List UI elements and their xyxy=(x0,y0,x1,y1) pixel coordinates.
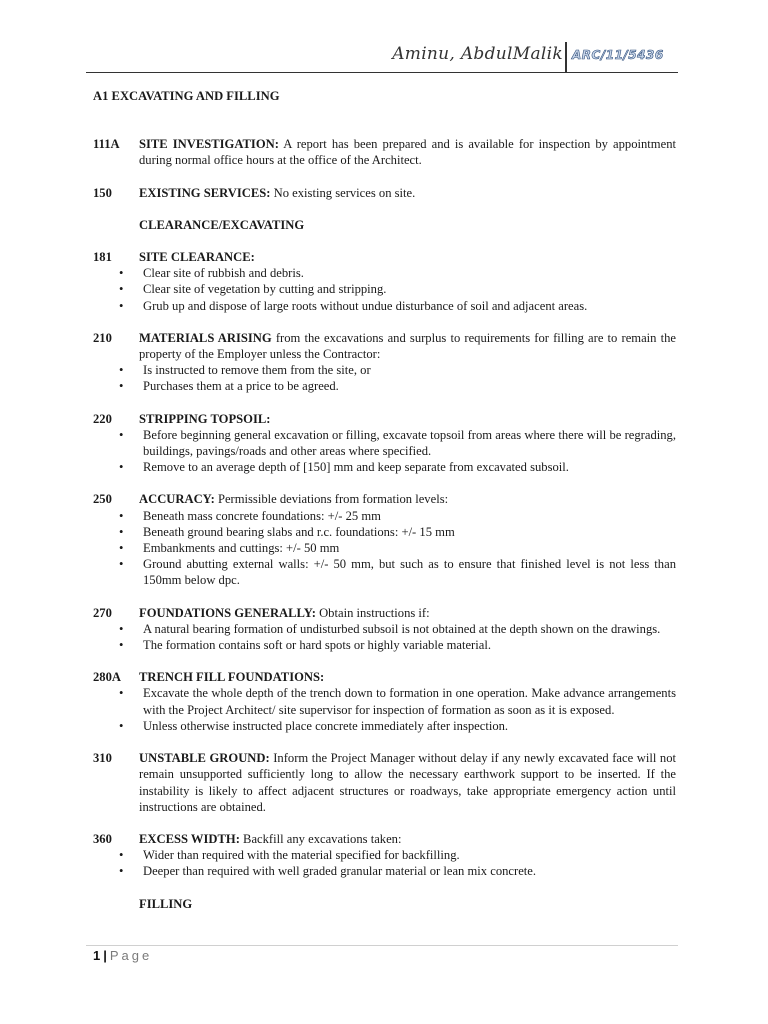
bullet-list xyxy=(93,621,676,653)
bullet-icon: • xyxy=(119,282,124,297)
clause-210 xyxy=(93,330,676,395)
clause-text xyxy=(139,136,676,168)
clause-heading: FOUNDATIONS GENERALLY: xyxy=(139,605,316,620)
clause-number: 210 xyxy=(93,330,112,345)
clause-text xyxy=(139,831,676,847)
list-item: • A natural bearing formation of undisturbed subsoil is not obtained at the depth shown on the drawings. xyxy=(119,621,661,636)
clause-number: 111A xyxy=(93,137,120,152)
clause-body: No existing services on site. xyxy=(270,185,416,200)
clause-text xyxy=(139,185,676,201)
clause-360 xyxy=(93,831,676,880)
clause-body: from the excavations and surplus to requirements for filling are to remain the property of the Employer unless the Contractor: xyxy=(139,330,676,362)
header-divider xyxy=(565,42,567,72)
list-item: • Wider than required with the material specified for backfilling. xyxy=(119,848,460,863)
clause-heading: ACCURACY: xyxy=(139,492,215,507)
clause-number: 150 xyxy=(93,185,112,200)
footer-rule xyxy=(86,945,678,946)
clause-text xyxy=(139,750,676,815)
clause-text xyxy=(139,605,676,621)
page-header xyxy=(0,0,768,74)
list-item: • Embankments and cuttings: +/- 50 mm xyxy=(119,541,340,556)
clause-heading: SITE CLEARANCE: xyxy=(139,250,255,265)
bullet-list xyxy=(93,685,676,734)
list-item: • Is instructed to remove them from the site, or xyxy=(119,363,371,378)
list-item: • Clear site of vegetation by cutting and stripping. xyxy=(119,282,387,297)
clause-number: 181 xyxy=(93,250,112,265)
list-item: • Beneath ground bearing slabs and r.c. foundations: +/- 15 mm xyxy=(119,524,455,539)
list-item: • Ground abutting external walls: +/- 50 mm, but such as to ensure that finished level is not less than 150mm below dpc. xyxy=(119,557,676,588)
clause-body: Backfill any excavations taken: xyxy=(239,831,402,846)
clause-heading: EXCESS WIDTH: xyxy=(139,831,240,846)
bullet-icon: • xyxy=(119,686,124,701)
clause-body: Obtain instructions if: xyxy=(315,605,430,620)
bullet-icon: • xyxy=(119,460,124,475)
bullet-icon: • xyxy=(119,541,124,556)
section-title: A1 EXCAVATING AND FILLING xyxy=(93,89,280,103)
clause-number: 310 xyxy=(93,751,112,766)
list-item: • The formation contains soft or hard spots or highly variable material. xyxy=(119,638,491,653)
clause-heading: STRIPPING TOPSOIL: xyxy=(139,411,271,426)
bullet-icon: • xyxy=(119,864,124,879)
page-number: 1 xyxy=(93,948,101,963)
list-item: • Purchases them at a price to be agreed. xyxy=(119,379,339,394)
clause-111a xyxy=(93,136,676,168)
clause-text xyxy=(139,411,676,427)
subsection-heading-filling: FILLING xyxy=(139,896,193,911)
clause-150 xyxy=(93,185,676,201)
bullet-icon: • xyxy=(119,266,124,281)
page-footer xyxy=(93,948,152,963)
document-body xyxy=(93,88,676,928)
clause-heading: TRENCH FILL FOUNDATIONS: xyxy=(139,670,325,685)
bullet-list xyxy=(93,265,676,314)
bullet-list xyxy=(93,508,676,589)
clause-body: Inform the Project Manager without delay if any newly excavated face will not remain unsupported sufficiently long to allow the necessary earthwork support to be inserted. If the instability is likely to affect adjacent structures or roadways, take appropriate emergency action until instructions are obtained. xyxy=(139,751,676,814)
clause-181 xyxy=(93,249,676,314)
clause-250 xyxy=(93,491,676,588)
list-item: • Unless otherwise instructed place concrete immediately after inspection. xyxy=(119,718,509,733)
author-name: Aminu, AbdulMalik xyxy=(392,44,563,64)
bullet-icon: • xyxy=(119,508,124,523)
list-item: • Grub up and dispose of large roots without undue disturbance of soil and adjacent areas. xyxy=(119,298,588,313)
bullet-icon: • xyxy=(119,718,124,733)
bullet-list xyxy=(93,362,676,394)
bullet-icon: • xyxy=(119,848,124,863)
footer-separator: | xyxy=(103,948,107,963)
clause-text xyxy=(139,491,676,507)
clause-310 xyxy=(93,750,676,815)
bullet-icon: • xyxy=(119,638,124,653)
clause-270 xyxy=(93,605,676,654)
clause-text xyxy=(139,249,676,265)
clause-number: 270 xyxy=(93,605,112,620)
bullet-icon: • xyxy=(119,557,124,572)
clause-heading: UNSTABLE GROUND: xyxy=(139,751,270,766)
bullet-icon: • xyxy=(119,427,124,442)
page-label: Page xyxy=(109,948,153,963)
list-item: • Excavate the whole depth of the trench down to formation in one operation. Make advance arrangements with the Project Architect/ site supervisor for inspection of formation as soon as it is exposed. xyxy=(119,686,676,717)
clause-body: Permissible deviations from formation levels: xyxy=(214,492,449,507)
bullet-icon: • xyxy=(119,621,124,636)
bullet-icon: • xyxy=(119,524,124,539)
clause-280a xyxy=(93,669,676,734)
clause-number: 280A xyxy=(93,670,121,685)
clause-text xyxy=(139,330,676,362)
clause-heading: EXISTING SERVICES: xyxy=(139,185,271,200)
bullet-icon: • xyxy=(119,379,124,394)
clause-text xyxy=(139,669,676,685)
clause-number: 220 xyxy=(93,411,112,426)
list-item: • Before beginning general excavation or filling, excavate topsoil from areas where there will be regrading, buildings, pavings/roads and other areas where specified. xyxy=(119,427,676,459)
header-rule xyxy=(86,72,678,73)
clause-heading: MATERIALS ARISING xyxy=(139,330,272,345)
clause-number: 360 xyxy=(93,831,112,846)
clause-body: A report has been prepared and is available for inspection by appointment during normal office hours at the office of the Architect. xyxy=(139,137,676,168)
bullet-icon: • xyxy=(119,298,124,313)
bullet-list xyxy=(93,427,676,476)
list-item: • Beneath mass concrete foundations: +/- 25 mm xyxy=(119,508,381,523)
list-item: • Deeper than required with well graded granular material or lean mix concrete. xyxy=(119,864,537,879)
subsection-heading-clearance: CLEARANCE/EXCAVATING xyxy=(139,217,305,232)
clause-number: 250 xyxy=(93,492,112,507)
bullet-list xyxy=(93,847,676,879)
clause-220 xyxy=(93,411,676,476)
bullet-icon: • xyxy=(119,363,124,378)
list-item: • Clear site of rubbish and debris. xyxy=(119,266,304,281)
list-item: • Remove to an average depth of [150] mm and keep separate from excavated subsoil. xyxy=(119,460,569,475)
reference-number: ARC/11/5436 xyxy=(572,48,664,62)
clause-heading: SITE INVESTIGATION: xyxy=(139,137,279,152)
